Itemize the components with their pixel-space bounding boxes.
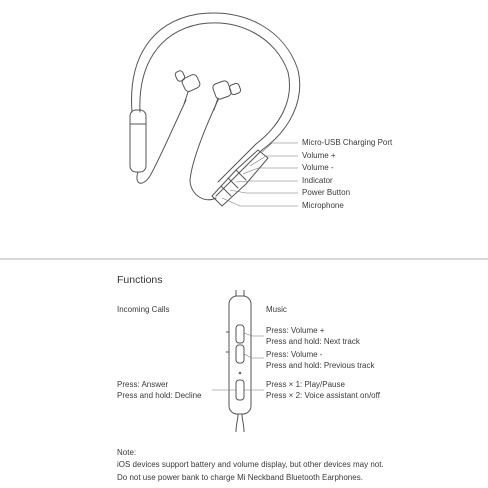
right-cable <box>190 100 218 200</box>
note-line-power-bank: Do not use power bank to charge Mi Neckband Bluetooth Earphones. <box>117 473 363 482</box>
note-line-ios: iOS devices support battery and volume display, but other devices may not. <box>117 460 384 469</box>
action-next-track: Press and hold: Next track <box>266 337 360 346</box>
callout-indicator: Indicator <box>302 176 333 185</box>
incoming-calls-label: Incoming Calls <box>117 305 170 314</box>
right-earbud <box>212 80 242 110</box>
music-label: Music <box>266 305 287 314</box>
action-volume-plus: Press: Volume + <box>266 326 325 335</box>
callout-micro-usb-port: Micro-USB Charging Port <box>302 138 393 147</box>
neckband-inner <box>140 23 290 182</box>
note-title: Note: <box>117 448 137 457</box>
callout-microphone: Microphone <box>302 201 344 210</box>
callout-power-button: Power Button <box>302 188 351 197</box>
remote-diagram <box>226 290 251 432</box>
action-play-pause: Press × 1: Play/Pause <box>266 380 345 389</box>
remote-body <box>229 296 251 414</box>
indicator-dot <box>239 372 242 375</box>
functions-heading: Functions <box>117 274 163 286</box>
volume-plus-button <box>236 325 244 343</box>
left-earbud <box>174 70 201 104</box>
volume-minus-button <box>236 345 244 363</box>
callout-volume-plus: Volume + <box>302 151 336 160</box>
action-previous-track: Press and hold: Previous track <box>266 361 375 370</box>
power-button <box>236 380 244 400</box>
control-module <box>212 150 268 206</box>
action-answer: Press: Answer <box>117 380 169 389</box>
left-end-piece <box>130 110 146 172</box>
callout-volume-minus: Volume - <box>302 163 334 172</box>
action-decline: Press and hold: Decline <box>117 391 202 400</box>
action-voice-assistant: Press × 2: Voice assistant on/off <box>266 391 380 400</box>
action-volume-minus: Press: Volume - <box>266 350 323 359</box>
